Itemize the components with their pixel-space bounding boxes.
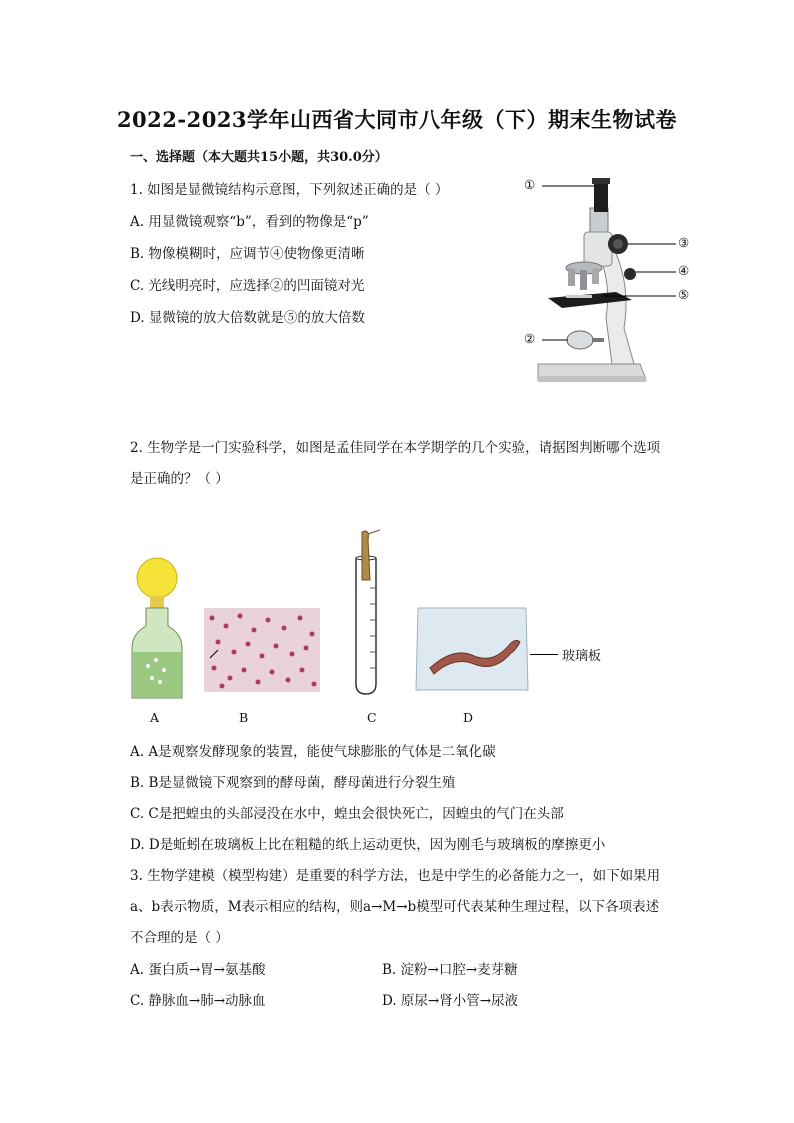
page-title: 2022-2023学年山西省大同市八年级（下）期末生物试卷 bbox=[116, 107, 678, 132]
q3-option-d[interactable]: D. 原尿→肾小管→尿液 bbox=[382, 993, 519, 1009]
label-4: ④ bbox=[678, 263, 690, 278]
q3-stem-line3: 不合理的是（ ） bbox=[130, 930, 229, 946]
label-1: ① bbox=[524, 177, 536, 192]
q2-stem-line1: 2. 生物学是一门实验科学，如图是孟佳同学在本学期学的几个实验，请据图判断哪个选项 bbox=[130, 440, 661, 456]
figure-c-locust-test-tube bbox=[346, 528, 386, 696]
label-2: ② bbox=[524, 331, 536, 346]
q2-option-c[interactable]: C. C是把蝗虫的头部浸没在水中，蝗虫会很快死亡，因蝗虫的气门在头部 bbox=[130, 806, 564, 822]
fig-label-a: A bbox=[150, 710, 160, 725]
q2-option-d[interactable]: D. D是蚯蚓在玻璃板上比在粗糙的纸上运动更快，因为刚毛与玻璃板的摩擦更小 bbox=[130, 837, 606, 853]
glass-label: 玻璃板 bbox=[562, 649, 602, 664]
section-heading: 一、选择题（本大题共15小题，共30.0分） bbox=[130, 150, 388, 165]
q2-option-a[interactable]: A. A是观察发酵现象的装置，能使气球膨胀的气体是二氧化碳 bbox=[130, 744, 496, 760]
q1-stem: 1. 如图是显微镜结构示意图，下列叙述正确的是（ ） bbox=[130, 182, 449, 198]
microscope-figure bbox=[520, 168, 705, 400]
q1-option-d[interactable]: D. 显微镜的放大倍数就是⑤的放大倍数 bbox=[130, 310, 365, 326]
q1-option-b[interactable]: B. 物像模糊时，应调节④使物像更清晰 bbox=[130, 246, 365, 262]
q3-option-a[interactable]: A. 蛋白质→胃→氨基酸 bbox=[130, 962, 266, 978]
label-5: ⑤ bbox=[678, 287, 690, 302]
figure-b-yeast-slide bbox=[204, 608, 320, 692]
q1-option-a[interactable]: A. 用显微镜观察“b”，看到的物像是“p” bbox=[130, 214, 369, 230]
q3-option-b[interactable]: B. 淀粉→口腔→麦芽糖 bbox=[382, 962, 518, 978]
label-3: ③ bbox=[678, 235, 690, 250]
q1-option-c[interactable]: C. 光线明亮时，应选择②的凹面镜对光 bbox=[130, 278, 365, 294]
figure-d-earthworm-glass bbox=[414, 602, 530, 694]
q2-stem-line2: 是正确的？（ ） bbox=[130, 471, 229, 487]
fig-label-d: D bbox=[463, 710, 474, 725]
q3-stem-line1: 3. 生物学建模（模型构建）是重要的科学方法，也是中学生的必备能力之一，如下如果用 bbox=[130, 868, 661, 884]
fig-label-b: B bbox=[239, 710, 249, 725]
fig-label-c: C bbox=[367, 710, 377, 725]
q3-option-c[interactable]: C. 静脉血→肺→动脉血 bbox=[130, 993, 266, 1009]
q2-option-b[interactable]: B. B是显微镜下观察到的酵母菌，酵母菌进行分裂生殖 bbox=[130, 775, 456, 791]
q3-stem-line2: a、b表示物质，M表示相应的结构，则a→M→b模型可代表某种生理过程，以下各项表述 bbox=[130, 899, 660, 915]
figure-a-fermentation-bottle bbox=[130, 556, 184, 702]
glass-label-leader bbox=[530, 654, 558, 655]
microscope-image bbox=[520, 168, 705, 400]
